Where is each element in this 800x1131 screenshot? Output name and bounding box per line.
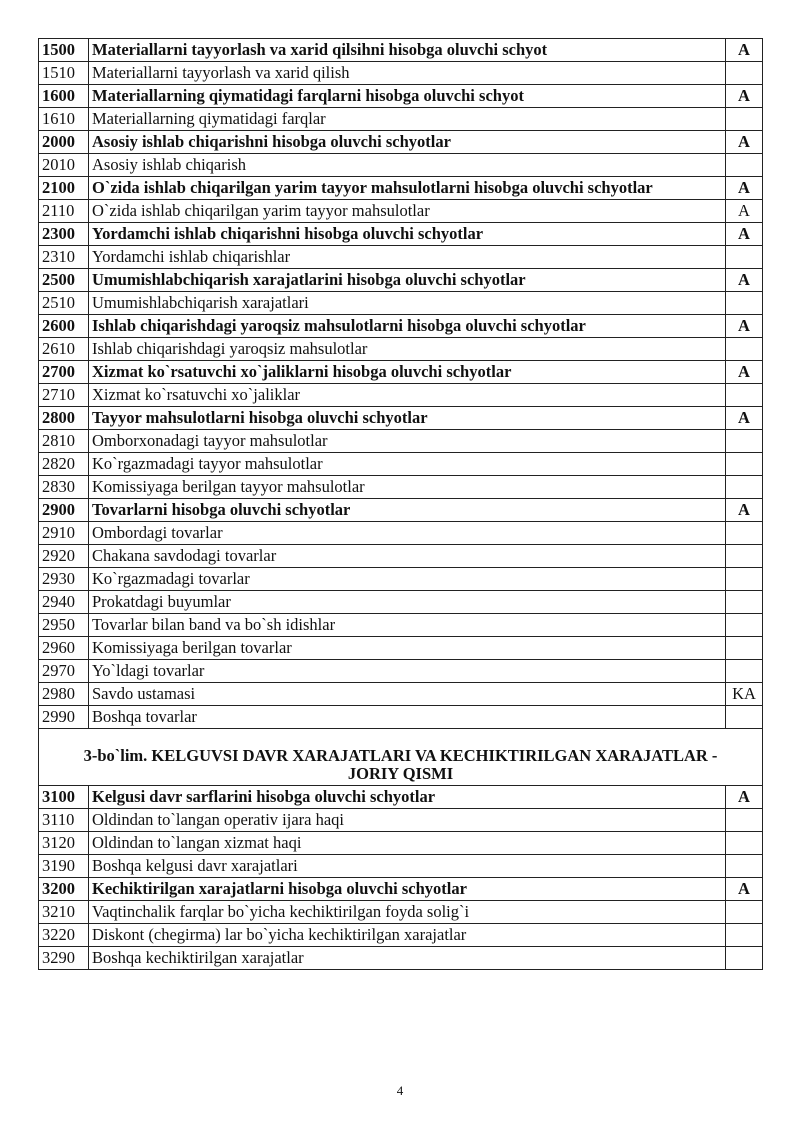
account-row xyxy=(39,85,763,108)
account-row xyxy=(39,407,763,430)
account-name: Vaqtinchalik farqlar bo`yicha kechiktirilgan foyda solig`i xyxy=(89,901,726,924)
account-code: 2980 xyxy=(39,683,89,706)
account-code: 2610 xyxy=(39,338,89,361)
section-heading-row-group xyxy=(39,729,763,786)
account-row xyxy=(39,545,763,568)
account-name: Asosiy ishlab chiqarish xyxy=(89,154,726,177)
account-name: Umumishlabchiqarish xarajatlari xyxy=(89,292,726,315)
account-row xyxy=(39,39,763,62)
account-row xyxy=(39,154,763,177)
account-name: Omborxonadagi tayyor mahsulotlar xyxy=(89,430,726,453)
account-mark xyxy=(726,706,763,729)
account-row xyxy=(39,384,763,407)
account-name: Materiallarni tayyorlash va xarid qilsihni hisobga oluvchi schyot xyxy=(89,39,726,62)
account-name: Materiallarning qiymatidagi farqlarni hisobga oluvchi schyot xyxy=(89,85,726,108)
account-mark xyxy=(726,924,763,947)
account-code: 3120 xyxy=(39,832,89,855)
account-code: 2010 xyxy=(39,154,89,177)
account-row xyxy=(39,591,763,614)
account-code: 2950 xyxy=(39,614,89,637)
account-code: 1610 xyxy=(39,108,89,131)
account-mark xyxy=(726,430,763,453)
account-name: Yordamchi ishlab chiqarishlar xyxy=(89,246,726,269)
account-row xyxy=(39,706,763,729)
account-mark xyxy=(726,292,763,315)
account-code: 2300 xyxy=(39,223,89,246)
account-mark: A xyxy=(726,499,763,522)
account-name: O`zida ishlab chiqarilgan yarim tayyor mahsulotlarni hisobga oluvchi schyotlar xyxy=(89,177,726,200)
account-mark: A xyxy=(726,786,763,809)
account-mark xyxy=(726,855,763,878)
account-name: Diskont (chegirma) lar bo`yicha kechiktirilgan xarajatlar xyxy=(89,924,726,947)
account-name: Chakana savdodagi tovarlar xyxy=(89,545,726,568)
account-name: Savdo ustamasi xyxy=(89,683,726,706)
account-row xyxy=(39,637,763,660)
account-mark xyxy=(726,832,763,855)
account-name: Boshqa kelgusi davr xarajatlari xyxy=(89,855,726,878)
account-code: 2810 xyxy=(39,430,89,453)
account-code: 3110 xyxy=(39,809,89,832)
account-name: Ishlab chiqarishdagi yaroqsiz mahsulotlarni hisobga oluvchi schyotlar xyxy=(89,315,726,338)
account-row xyxy=(39,430,763,453)
account-code: 3220 xyxy=(39,924,89,947)
account-mark: A xyxy=(726,200,763,223)
account-row xyxy=(39,223,763,246)
account-code: 1600 xyxy=(39,85,89,108)
account-row xyxy=(39,786,763,809)
page-number: 4 xyxy=(396,1083,404,1098)
account-mark xyxy=(726,476,763,499)
account-code: 2940 xyxy=(39,591,89,614)
account-row xyxy=(39,200,763,223)
account-row xyxy=(39,315,763,338)
account-code: 1500 xyxy=(39,39,89,62)
account-row xyxy=(39,924,763,947)
account-row xyxy=(39,177,763,200)
account-mark xyxy=(726,522,763,545)
account-mark xyxy=(726,545,763,568)
account-mark xyxy=(726,901,763,924)
account-row xyxy=(39,453,763,476)
account-row xyxy=(39,522,763,545)
account-row xyxy=(39,476,763,499)
account-code: 2930 xyxy=(39,568,89,591)
account-name: Yo`ldagi tovarlar xyxy=(89,660,726,683)
account-name: Tovarlarni hisobga oluvchi schyotlar xyxy=(89,499,726,522)
accounts-part-2 xyxy=(39,786,763,970)
account-mark: A xyxy=(726,361,763,384)
account-mark xyxy=(726,591,763,614)
account-mark xyxy=(726,614,763,637)
account-row xyxy=(39,338,763,361)
account-mark: A xyxy=(726,269,763,292)
accounts-part-1 xyxy=(39,39,763,729)
account-mark xyxy=(726,154,763,177)
account-mark: A xyxy=(726,177,763,200)
account-mark: A xyxy=(726,407,763,430)
account-row xyxy=(39,809,763,832)
account-mark xyxy=(726,338,763,361)
account-mark xyxy=(726,809,763,832)
account-code: 2830 xyxy=(39,476,89,499)
account-row xyxy=(39,568,763,591)
account-name: Boshqa kechiktirilgan xarajatlar xyxy=(89,947,726,970)
section-heading: 3-bo`lim. KELGUVSI DAVR XARAJATLARI VA KECHIKTIRILGAN XARAJATLAR - JORIY QISMI xyxy=(39,729,763,786)
account-mark: A xyxy=(726,39,763,62)
account-name: Ishlab chiqarishdagi yaroqsiz mahsulotlar xyxy=(89,338,726,361)
account-mark xyxy=(726,660,763,683)
account-code: 2110 xyxy=(39,200,89,223)
account-row xyxy=(39,269,763,292)
account-row xyxy=(39,292,763,315)
account-mark: A xyxy=(726,315,763,338)
account-mark: KA xyxy=(726,683,763,706)
account-name: Komissiyaga berilgan tayyor mahsulotlar xyxy=(89,476,726,499)
account-row xyxy=(39,614,763,637)
account-row xyxy=(39,499,763,522)
account-code: 2820 xyxy=(39,453,89,476)
account-row xyxy=(39,62,763,85)
account-row xyxy=(39,131,763,154)
account-code: 2100 xyxy=(39,177,89,200)
account-name: Oldindan to`langan xizmat haqi xyxy=(89,832,726,855)
account-name: Prokatdagi buyumlar xyxy=(89,591,726,614)
account-code: 2500 xyxy=(39,269,89,292)
account-mark: A xyxy=(726,878,763,901)
account-mark xyxy=(726,384,763,407)
account-name: Xizmat ko`rsatuvchi xo`jaliklarni hisobga oluvchi schyotlar xyxy=(89,361,726,384)
account-mark xyxy=(726,568,763,591)
account-row xyxy=(39,246,763,269)
account-code: 3290 xyxy=(39,947,89,970)
account-row xyxy=(39,901,763,924)
account-name: Asosiy ishlab chiqarishni hisobga oluvchi schyotlar xyxy=(89,131,726,154)
account-row xyxy=(39,855,763,878)
account-mark xyxy=(726,108,763,131)
account-code: 2710 xyxy=(39,384,89,407)
account-code: 2910 xyxy=(39,522,89,545)
account-code: 3210 xyxy=(39,901,89,924)
account-name: Umumishlabchiqarish xarajatlarini hisobga oluvchi schyotlar xyxy=(89,269,726,292)
account-name: Materiallarni tayyorlash va xarid qilish xyxy=(89,62,726,85)
account-mark xyxy=(726,62,763,85)
account-name: O`zida ishlab chiqarilgan yarim tayyor mahsulotlar xyxy=(89,200,726,223)
account-mark: A xyxy=(726,85,763,108)
account-name: Tovarlar bilan band va bo`sh idishlar xyxy=(89,614,726,637)
account-name: Ombordagi tovarlar xyxy=(89,522,726,545)
account-name: Xizmat ko`rsatuvchi xo`jaliklar xyxy=(89,384,726,407)
account-code: 3200 xyxy=(39,878,89,901)
section-heading-row xyxy=(39,729,763,786)
account-name: Komissiyaga berilgan tovarlar xyxy=(89,637,726,660)
account-code: 2510 xyxy=(39,292,89,315)
account-code: 2960 xyxy=(39,637,89,660)
account-row xyxy=(39,832,763,855)
account-code: 2900 xyxy=(39,499,89,522)
account-mark xyxy=(726,246,763,269)
account-name: Tayyor mahsulotlarni hisobga oluvchi schyotlar xyxy=(89,407,726,430)
account-mark: A xyxy=(726,223,763,246)
account-row xyxy=(39,683,763,706)
account-code: 2920 xyxy=(39,545,89,568)
account-code: 2600 xyxy=(39,315,89,338)
account-code: 2000 xyxy=(39,131,89,154)
accounts-table xyxy=(38,38,763,970)
account-code: 2310 xyxy=(39,246,89,269)
account-mark: A xyxy=(726,131,763,154)
account-name: Ko`rgazmadagi tovarlar xyxy=(89,568,726,591)
account-code: 2700 xyxy=(39,361,89,384)
account-code: 2970 xyxy=(39,660,89,683)
account-row xyxy=(39,361,763,384)
account-name: Kechiktirilgan xarajatlarni hisobga oluvchi schyotlar xyxy=(89,878,726,901)
account-name: Oldindan to`langan operativ ijara haqi xyxy=(89,809,726,832)
account-code: 2990 xyxy=(39,706,89,729)
account-mark xyxy=(726,637,763,660)
account-code: 2800 xyxy=(39,407,89,430)
account-row xyxy=(39,878,763,901)
account-row xyxy=(39,108,763,131)
account-name: Kelgusi davr sarflarini hisobga oluvchi schyotlar xyxy=(89,786,726,809)
account-name: Materiallarning qiymatidagi farqlar xyxy=(89,108,726,131)
account-mark xyxy=(726,947,763,970)
account-name: Boshqa tovarlar xyxy=(89,706,726,729)
account-row xyxy=(39,947,763,970)
account-code: 3100 xyxy=(39,786,89,809)
account-name: Yordamchi ishlab chiqarishni hisobga oluvchi schyotlar xyxy=(89,223,726,246)
account-code: 1510 xyxy=(39,62,89,85)
account-code: 3190 xyxy=(39,855,89,878)
account-mark xyxy=(726,453,763,476)
account-name: Ko`rgazmadagi tayyor mahsulotlar xyxy=(89,453,726,476)
account-row xyxy=(39,660,763,683)
